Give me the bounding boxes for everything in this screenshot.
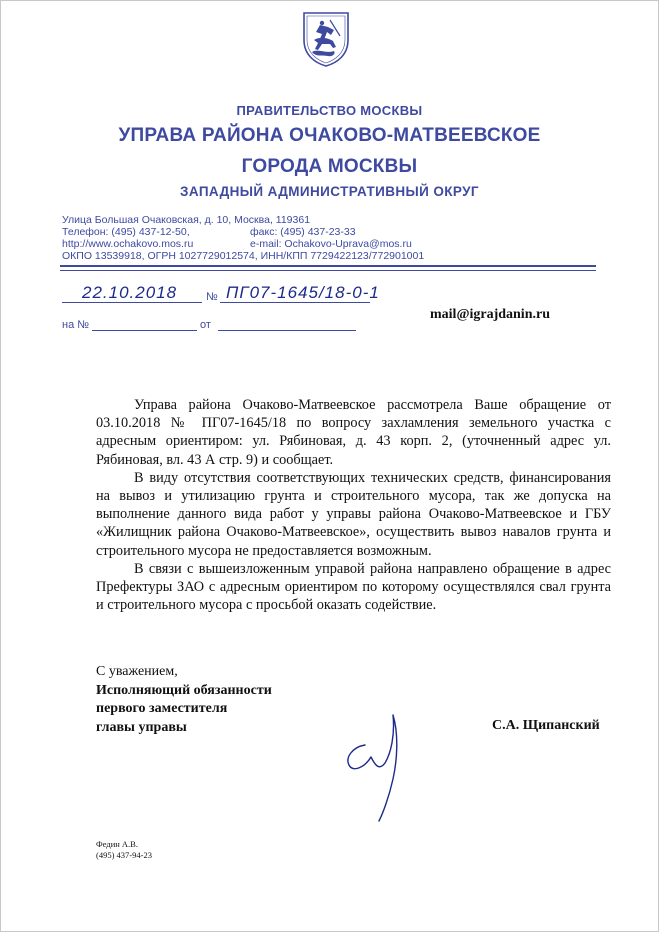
reply-number-label: на № (62, 319, 90, 331)
paragraph: Управа района Очаково-Матвеевское рассмотрела Ваше обращение от 03.10.2018 № ПГ07-1645/18 по вопросу захламления земельного участка с адресным ориентиром: ул. Рябиновая, д. 43 корп. 2, (уточненный адрес ул. Рябиновая, вл. 43 А стр. 9) и сообщает. (96, 397, 611, 468)
number-label: № (206, 291, 218, 303)
fax-line: факс: (495) 437-23-33 (250, 226, 356, 238)
signer-name: С.А. Щипанский (492, 718, 600, 733)
executor-phone: (495) 437-94-23 (96, 850, 152, 860)
signature-block (96, 663, 272, 737)
organization-title: УПРАВА РАЙОНА ОЧАКОВО-МАТВЕЕВСКОЕ (118, 125, 541, 146)
signer-title-line3: главы управы (96, 719, 187, 735)
handwritten-date: 22.10.2018 (82, 283, 178, 302)
paragraph: В связи с вышеизложенным управой района направлено обращение в адрес Префектуры ЗАО с адресным ориентиром по которому осуществлялся свал грунта и строительного мусора с просьбой оказать содействие. (96, 560, 611, 614)
executor-name: Федин А.В. (96, 839, 138, 849)
government-title: ПРАВИТЕЛЬСТВО МОСКВЫ (236, 103, 423, 118)
executor-info (96, 839, 152, 861)
letter-body (96, 396, 611, 614)
handwritten-signature-icon (335, 705, 430, 825)
website-link: http://www.ochakovo.mos.ru (62, 238, 194, 250)
organization-city: ГОРОДА МОСКВЫ (241, 156, 418, 177)
recipient-email: mail@igrajdanin.ru (430, 307, 550, 322)
signer-title-line2: первого заместителя (96, 701, 228, 716)
signer-title-line1: Исполняющий обязанности (96, 682, 272, 698)
reply-number-underline (92, 330, 197, 331)
header-divider (60, 265, 596, 267)
reply-date-label: от (200, 319, 211, 331)
handwritten-number: ПГ07-1645/18-0-1 (226, 283, 380, 302)
reply-date-underline (218, 330, 356, 331)
closing-phrase: С уважением, (96, 664, 178, 679)
header-divider-thin (60, 270, 596, 271)
moscow-coat-of-arms-icon (300, 10, 352, 68)
district-title: ЗАПАДНЫЙ АДМИНИСТРАТИВНЫЙ ОКРУГ (180, 184, 479, 199)
email-line: e-mail: Ochakovo-Uprava@mos.ru (250, 238, 412, 250)
address-line: Улица Большая Очаковская, д. 10, Москва, 119361 (62, 214, 311, 226)
phone-line: Телефон: (495) 437-12-50, (62, 226, 190, 238)
registration-codes: ОКПО 13539918, ОГРН 1027729012574, ИНН/КПП 7729422123/772901001 (62, 250, 425, 262)
paragraph: В виду отсутствия соответствующих технических средств, финансирования на вывоз и утилизацию грунта и строительного мусора, так же допуска на выполнение данного вида работ у управы района Очаково-Матвеевское и ГБУ «Жилищник района Очаково-Матвеевское», осуществить вывоз навалов грунта и строительного мусора не предоставляется возможным. (96, 469, 611, 559)
